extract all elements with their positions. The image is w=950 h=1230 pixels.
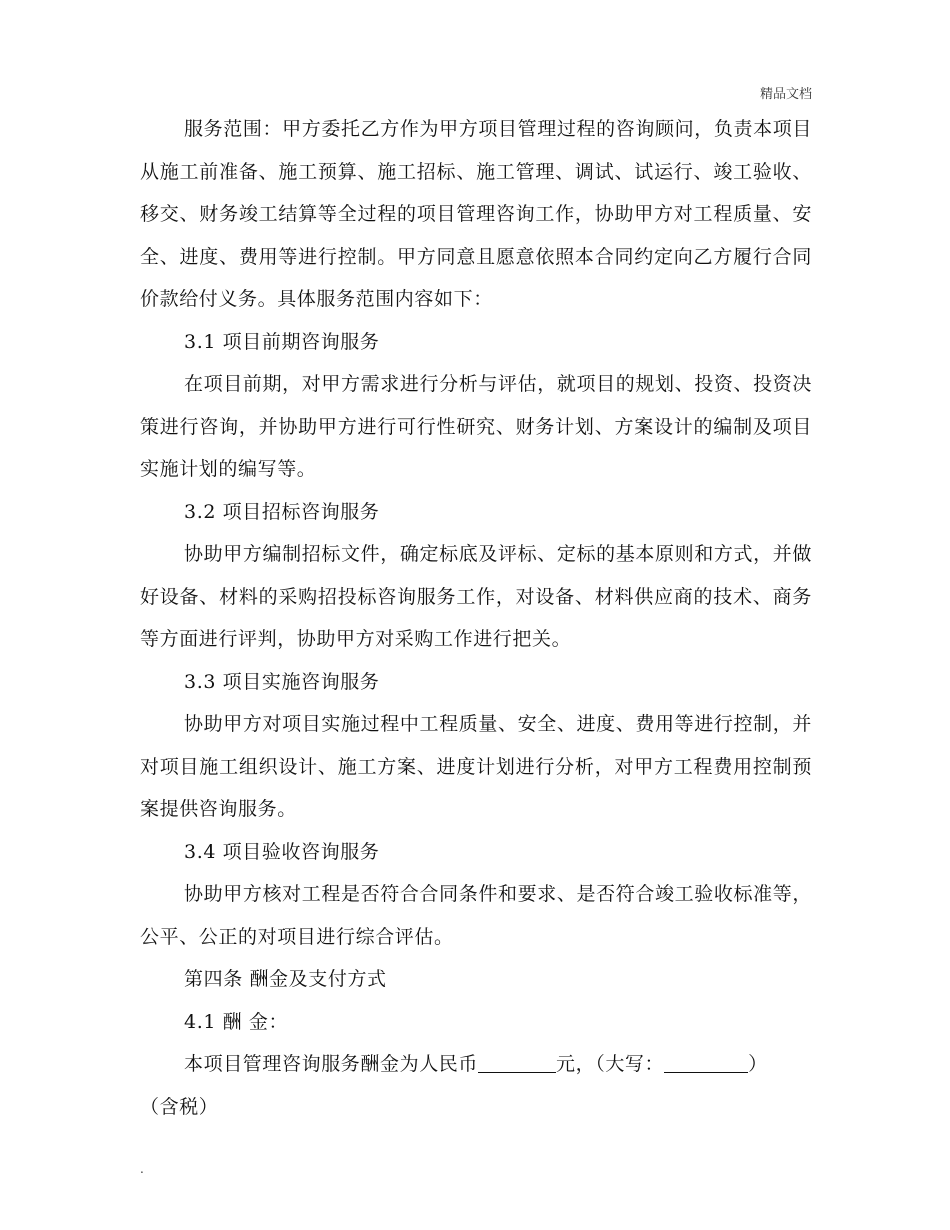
section-3-3-paragraph: 协助甲方对项目实施过程中工程质量、安全、进度、费用等进行控制，并对项目施工组织设计、施工方案、进度计划进行分析，对甲方工程费用控制预案提供咨询服务。 xyxy=(140,713,812,820)
section-3-1-paragraph: 在项目前期，对甲方需求进行分析与评估，就项目的规划、投资、投资决策进行咨询，并协助甲方进行可行性研究、财务计划、方案设计的编制及项目实施计划的编写等。 xyxy=(140,373,812,480)
section-3-4-paragraph: 协助甲方核对工程是否符合合同条件和要求、是否符合竣工验收标准等，公平、公正的对项目进行综合评估。 xyxy=(140,883,812,948)
section-3-2-heading: 3.2 项目招标咨询服务 xyxy=(184,500,380,523)
section-4-1-heading: 4.1 酬 金： xyxy=(184,1010,289,1033)
fee-paragraph xyxy=(140,1043,812,1128)
fee-amount-blank[interactable] xyxy=(478,1052,556,1073)
fee-close: ） xyxy=(748,1053,768,1075)
section-3-1-heading: 3.1 项目前期咨询服务 xyxy=(184,330,380,353)
section-3-3-heading: 3.3 项目实施咨询服务 xyxy=(184,670,380,693)
service-scope-paragraph: 服务范围：甲方委托乙方作为甲方项目管理过程的咨询顾问，负责本项目从施工前准备、施工预算、施工招标、施工管理、调试、试运行、竣工验收、移交、财务竣工结算等全过程的项目管理咨询工作，协助甲方对工程质量、安全、进度、费用等进行控制。甲方同意且愿意依照本合同约定向乙方履行合同价款给付义务。具体服务范围内容如下： xyxy=(140,118,812,310)
section-3-4-heading: 3.4 项目验收咨询服务 xyxy=(184,840,380,863)
fee-prefix: 本项目管理咨询服务酬金为人民币 xyxy=(184,1053,479,1075)
header-note: 精品文档 xyxy=(759,87,812,102)
fee-tail: （含税） xyxy=(140,1095,219,1118)
fee-uppercase-blank[interactable] xyxy=(664,1052,748,1073)
document-body xyxy=(140,108,812,1128)
footer-mark: . xyxy=(140,1162,144,1176)
article-4-heading: 第四条 酬金及支付方式 xyxy=(184,968,387,990)
section-3-2-paragraph: 协助甲方编制招标文件，确定标底及评标、定标的基本原则和方式，并做好设备、材料的采购招投标咨询服务工作，对设备、材料供应商的技术、商务等方面进行评判，协助甲方对采购工作进行把关。 xyxy=(140,543,812,650)
fee-mid: 元，（大写： xyxy=(556,1053,665,1075)
